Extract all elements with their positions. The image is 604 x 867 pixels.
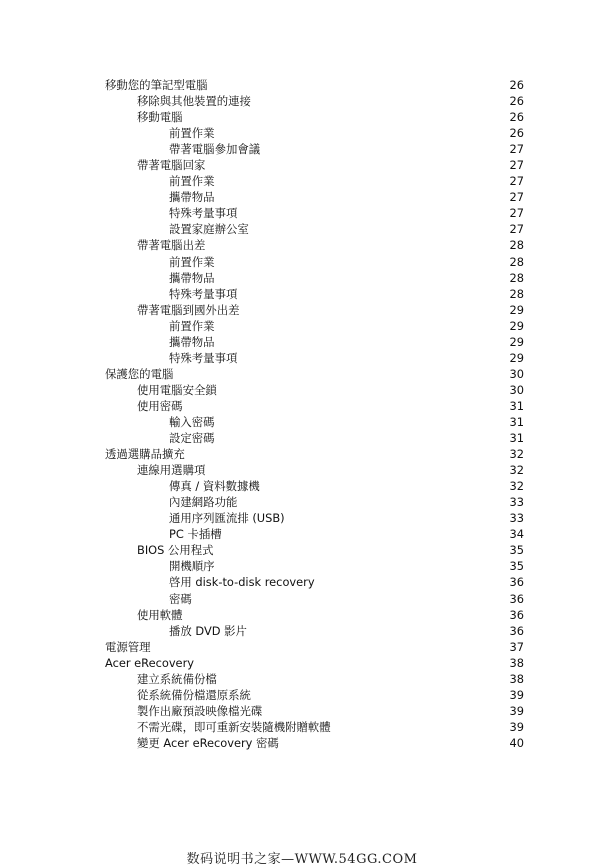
toc-entry-label: 帶著電腦回家 xyxy=(137,158,206,173)
toc-entry-label: 設定密碼 xyxy=(169,431,215,446)
toc-page-number: 37 xyxy=(509,639,524,654)
toc-subsubsection xyxy=(0,125,604,141)
toc-entry-label: BIOS 公用程式 xyxy=(137,543,214,558)
toc-subsubsection xyxy=(0,414,604,430)
toc-section xyxy=(0,446,604,462)
toc-entry-label: 帶著電腦參加會議 xyxy=(169,142,261,157)
toc-entry-label: 輸入密碼 xyxy=(169,414,215,429)
toc-entry-label: 移除與其他裝置的連接 xyxy=(137,94,251,109)
toc-page-number: 29 xyxy=(509,350,524,365)
toc-entry-label: 密碼 xyxy=(169,591,192,606)
toc-entry-label: 內建網路功能 xyxy=(169,495,238,510)
toc-subsection xyxy=(0,237,604,253)
toc-page-number: 27 xyxy=(509,190,524,205)
toc-entry-label: 從系統備份檔還原系統 xyxy=(137,687,251,702)
toc-entry-label: 變更 Acer eRecovery 密碼 xyxy=(137,735,279,750)
toc-page-number: 26 xyxy=(509,94,524,109)
toc-subsubsection xyxy=(0,318,604,334)
toc-subsubsection xyxy=(0,221,604,237)
toc-page-number: 28 xyxy=(509,238,524,253)
toc-page-number: 39 xyxy=(509,719,524,734)
toc-entry-label: 連線用選購項 xyxy=(137,463,206,478)
toc-entry-label: 前置作業 xyxy=(169,126,215,141)
toc-entry-label: 設置家庭辦公室 xyxy=(169,222,249,237)
footer-watermark: 数码说明书之家—WWW.54GG.COM xyxy=(186,852,418,867)
toc-subsection xyxy=(0,735,604,751)
toc-page-number: 35 xyxy=(509,559,524,574)
toc-page-number: 38 xyxy=(509,655,524,670)
toc-page-number: 38 xyxy=(509,671,524,686)
toc-page-number: 27 xyxy=(509,206,524,221)
toc-subsubsection xyxy=(0,623,604,639)
toc-page-number: 36 xyxy=(509,623,524,638)
toc-page-number: 28 xyxy=(509,270,524,285)
toc-subsection xyxy=(0,719,604,735)
toc-entry-label: 攜帶物品 xyxy=(169,270,215,285)
toc-entry-label: 前置作業 xyxy=(169,254,215,269)
toc-section xyxy=(0,77,604,93)
toc-entry-label: 前置作業 xyxy=(169,174,215,189)
toc-subsection xyxy=(0,462,604,478)
toc-entry-label: 使用密碼 xyxy=(137,398,183,413)
toc-section xyxy=(0,639,604,655)
toc-page-number: 34 xyxy=(509,527,524,542)
toc-subsubsection xyxy=(0,526,604,542)
toc-entry-label: 帶著電腦出差 xyxy=(137,238,206,253)
toc-page-number: 29 xyxy=(509,302,524,317)
toc-subsection xyxy=(0,398,604,414)
toc-page-number: 31 xyxy=(509,414,524,429)
toc-page-number: 31 xyxy=(509,431,524,446)
toc-entry-label: 前置作業 xyxy=(169,318,215,333)
toc-page-number: 36 xyxy=(509,591,524,606)
toc-section xyxy=(0,655,604,671)
toc-subsubsection xyxy=(0,205,604,221)
toc-entry-label: PC 卡插槽 xyxy=(169,527,222,542)
toc-entry-label: 通用序列匯流排 (USB) xyxy=(169,511,285,526)
toc-page-number: 26 xyxy=(509,110,524,125)
toc-entry-label: 傳真 / 資料數據機 xyxy=(169,479,260,494)
toc-subsection xyxy=(0,93,604,109)
toc-page-number: 27 xyxy=(509,222,524,237)
toc-subsubsection xyxy=(0,574,604,590)
toc-page-number: 32 xyxy=(509,463,524,478)
toc-entry-label: 播放 DVD 影片 xyxy=(169,623,247,638)
toc-page-number: 27 xyxy=(509,142,524,157)
toc-page-number: 32 xyxy=(509,479,524,494)
toc-entry-label: 啓用 disk-to-disk recovery xyxy=(169,575,315,590)
toc-page-number: 29 xyxy=(509,334,524,349)
toc-page-number: 30 xyxy=(509,382,524,397)
toc-page-number: 39 xyxy=(509,687,524,702)
toc-page-number: 28 xyxy=(509,286,524,301)
toc-entry-label: 攜帶物品 xyxy=(169,334,215,349)
toc-subsection xyxy=(0,607,604,623)
toc-subsubsection xyxy=(0,591,604,607)
toc-subsection xyxy=(0,671,604,687)
table-of-contents xyxy=(0,77,604,751)
toc-subsection xyxy=(0,382,604,398)
toc-subsubsection xyxy=(0,189,604,205)
toc-subsubsection xyxy=(0,270,604,286)
toc-page-number: 36 xyxy=(509,607,524,622)
toc-entry-label: 特殊考量事項 xyxy=(169,286,238,301)
toc-page-number: 26 xyxy=(509,126,524,141)
toc-subsubsection xyxy=(0,350,604,366)
toc-subsubsection xyxy=(0,558,604,574)
toc-page-number: 35 xyxy=(509,543,524,558)
toc-entry-label: 特殊考量事項 xyxy=(169,206,238,221)
toc-entry-label: 製作出廠預設映像檔光碟 xyxy=(137,703,263,718)
toc-entry-label: 使用電腦安全鎖 xyxy=(137,382,217,397)
toc-entry-label: Acer eRecovery xyxy=(105,655,194,670)
toc-subsubsection xyxy=(0,141,604,157)
toc-subsection xyxy=(0,542,604,558)
toc-entry-label: 移動電腦 xyxy=(137,110,183,125)
toc-subsubsection xyxy=(0,430,604,446)
toc-subsubsection xyxy=(0,173,604,189)
toc-subsubsection xyxy=(0,478,604,494)
toc-subsection xyxy=(0,703,604,719)
toc-entry-label: 開機順序 xyxy=(169,559,215,574)
toc-entry-label: 保護您的電腦 xyxy=(105,366,174,381)
toc-subsubsection xyxy=(0,334,604,350)
toc-page-number: 33 xyxy=(509,495,524,510)
toc-section xyxy=(0,366,604,382)
toc-page-number: 29 xyxy=(509,318,524,333)
toc-subsection xyxy=(0,687,604,703)
toc-subsubsection xyxy=(0,254,604,270)
toc-subsection xyxy=(0,157,604,173)
toc-page-number: 36 xyxy=(509,575,524,590)
toc-entry-label: 透過選購品擴充 xyxy=(105,447,185,462)
toc-entry-label: 攜帶物品 xyxy=(169,190,215,205)
toc-page-number: 27 xyxy=(509,174,524,189)
toc-entry-label: 使用軟體 xyxy=(137,607,183,622)
toc-page-number: 39 xyxy=(509,703,524,718)
toc-subsection xyxy=(0,302,604,318)
toc-page-number: 31 xyxy=(509,398,524,413)
toc-entry-label: 帶著電腦到國外出差 xyxy=(137,302,240,317)
toc-page-number: 27 xyxy=(509,158,524,173)
toc-page-number: 40 xyxy=(509,735,524,750)
toc-entry-label: 不需光碟，即可重新安裝隨機附贈軟體 xyxy=(137,719,331,734)
toc-entry-label: 電源管理 xyxy=(105,639,151,654)
toc-subsubsection xyxy=(0,494,604,510)
toc-subsubsection xyxy=(0,286,604,302)
toc-page-number: 28 xyxy=(509,254,524,269)
toc-page-number: 30 xyxy=(509,366,524,381)
toc-entry-label: 特殊考量事項 xyxy=(169,350,238,365)
toc-page-number: 32 xyxy=(509,447,524,462)
toc-subsection xyxy=(0,109,604,125)
toc-entry-label: 建立系統備份檔 xyxy=(137,671,217,686)
toc-entry-label: 移動您的筆記型電腦 xyxy=(105,78,208,92)
toc-page-number: 33 xyxy=(509,511,524,526)
toc-subsubsection xyxy=(0,510,604,526)
toc-page-number: 26 xyxy=(509,78,524,92)
